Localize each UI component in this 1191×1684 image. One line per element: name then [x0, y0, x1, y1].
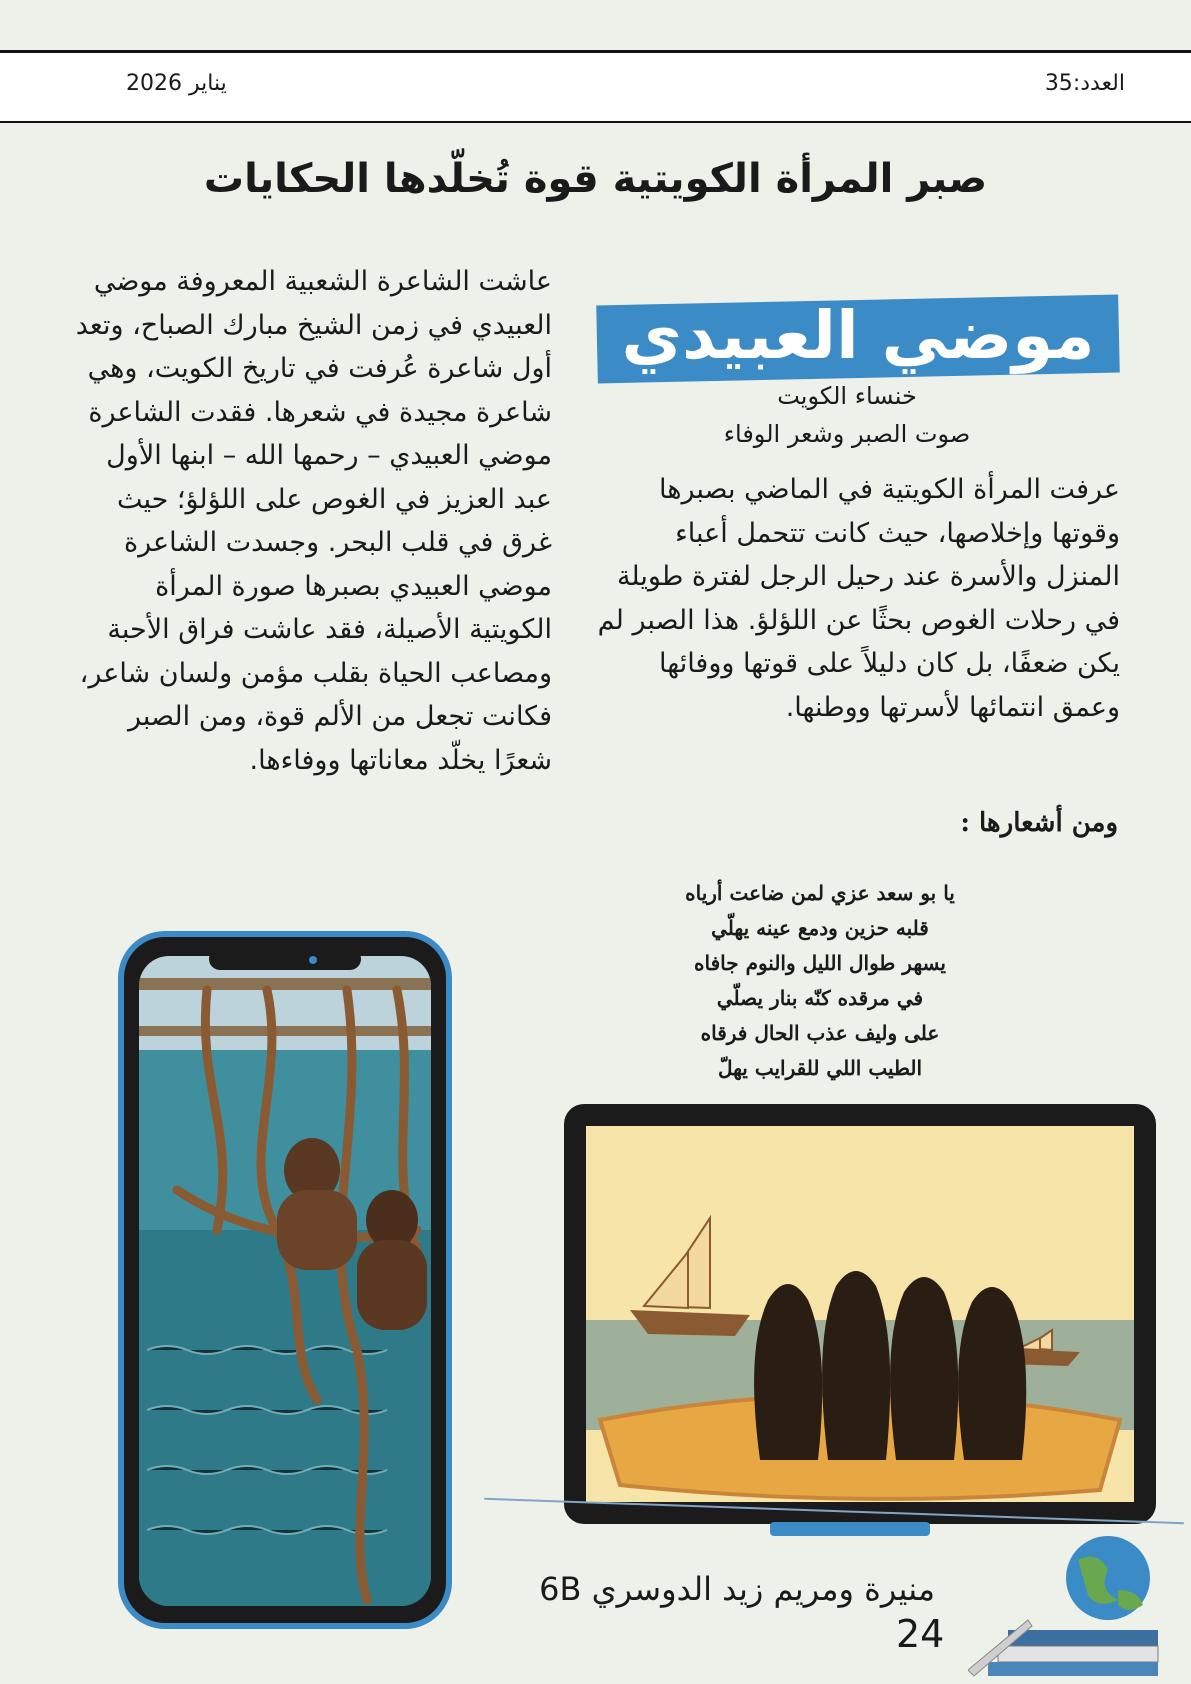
left-column-paragraph: عاشت الشاعرة الشعبية المعروفة موضي العبيدي في زمن الشيخ مبارك الصباح، وتعد أول شاعرة عُرفت في تاريخ الكويت، وهي شاعرة مجيدة في شعرها. فقدت الشاعرة موضي العبيدي – رحمها الله – ابنها الأول عبد العزيز في الغوص على اللؤلؤ؛ حيث غرق في قلب البحر. وجسدت الشاعرة موضي العبيدي بصبرها صورة المرأة الكويتية الأصيلة، فقد عاشت فراق الأحبة ومصاعب الحياة بقلب مؤمن ولسان شاعر، فكانت تجعل من الألم قوة، ومن الصبر شعرًا يخلّد معاناتها ووفاءها. [75, 266, 552, 776]
header-band [0, 50, 1191, 123]
poem-line: على وليف عذب الحال فرقاه [700, 1021, 940, 1045]
poet-subtitle-2: صوت الصبر وشعر الوفاء [723, 420, 971, 448]
poet-name: موضي العبيدي [621, 297, 1095, 374]
poem-line: يسهر طوال الليل والنوم جافاه [694, 951, 946, 975]
article-title: صبر المرأة الكويتية قوة تُخلّدها الحكايات [203, 156, 988, 202]
poem-line: في مرقده كنّه بنار يصلّي [716, 986, 924, 1010]
phone-pearl-diving-illustration [117, 930, 453, 1630]
poem-line: قلبه حزين ودمع عينه يهلّي [711, 916, 929, 940]
poet-subtitle-1: خنساء الكويت [777, 382, 917, 410]
poem-verses [640, 876, 1000, 1086]
issue-number: العدد:35 [1044, 71, 1125, 96]
author-credit: منيرة ومريم زيد الدوسري 6B [539, 1570, 935, 1608]
globe-and-books-icon [968, 1530, 1168, 1680]
right-column-paragraph: عرفت المرأة الكويتية في الماضي بصبرها وقوتها وإخلاصها، حيث كانت تتحمل أعباء المنزل والأسرة عند رحيل الرجل لفترة طويلة في رحلات الغوص بحثًا عن اللؤلؤ. هذا الصبر لم يكن ضعفًا، بل كان دليلاً على قوتها ووفائها وعمق انتمائها لأسرتها ووطنها. [597, 474, 1120, 723]
poem-line: الطيب اللي للقرايب يهلّ [717, 1056, 923, 1080]
laptop-women-waiting-illustration [560, 1100, 1160, 1540]
page-number: 24 [896, 1612, 945, 1656]
issue-date: يناير 2026 [126, 71, 227, 96]
poem-line: يا بو سعد عزي لمن ضاعت أرياه [685, 881, 955, 905]
poem-heading: ومن أشعارها : [960, 808, 1118, 838]
